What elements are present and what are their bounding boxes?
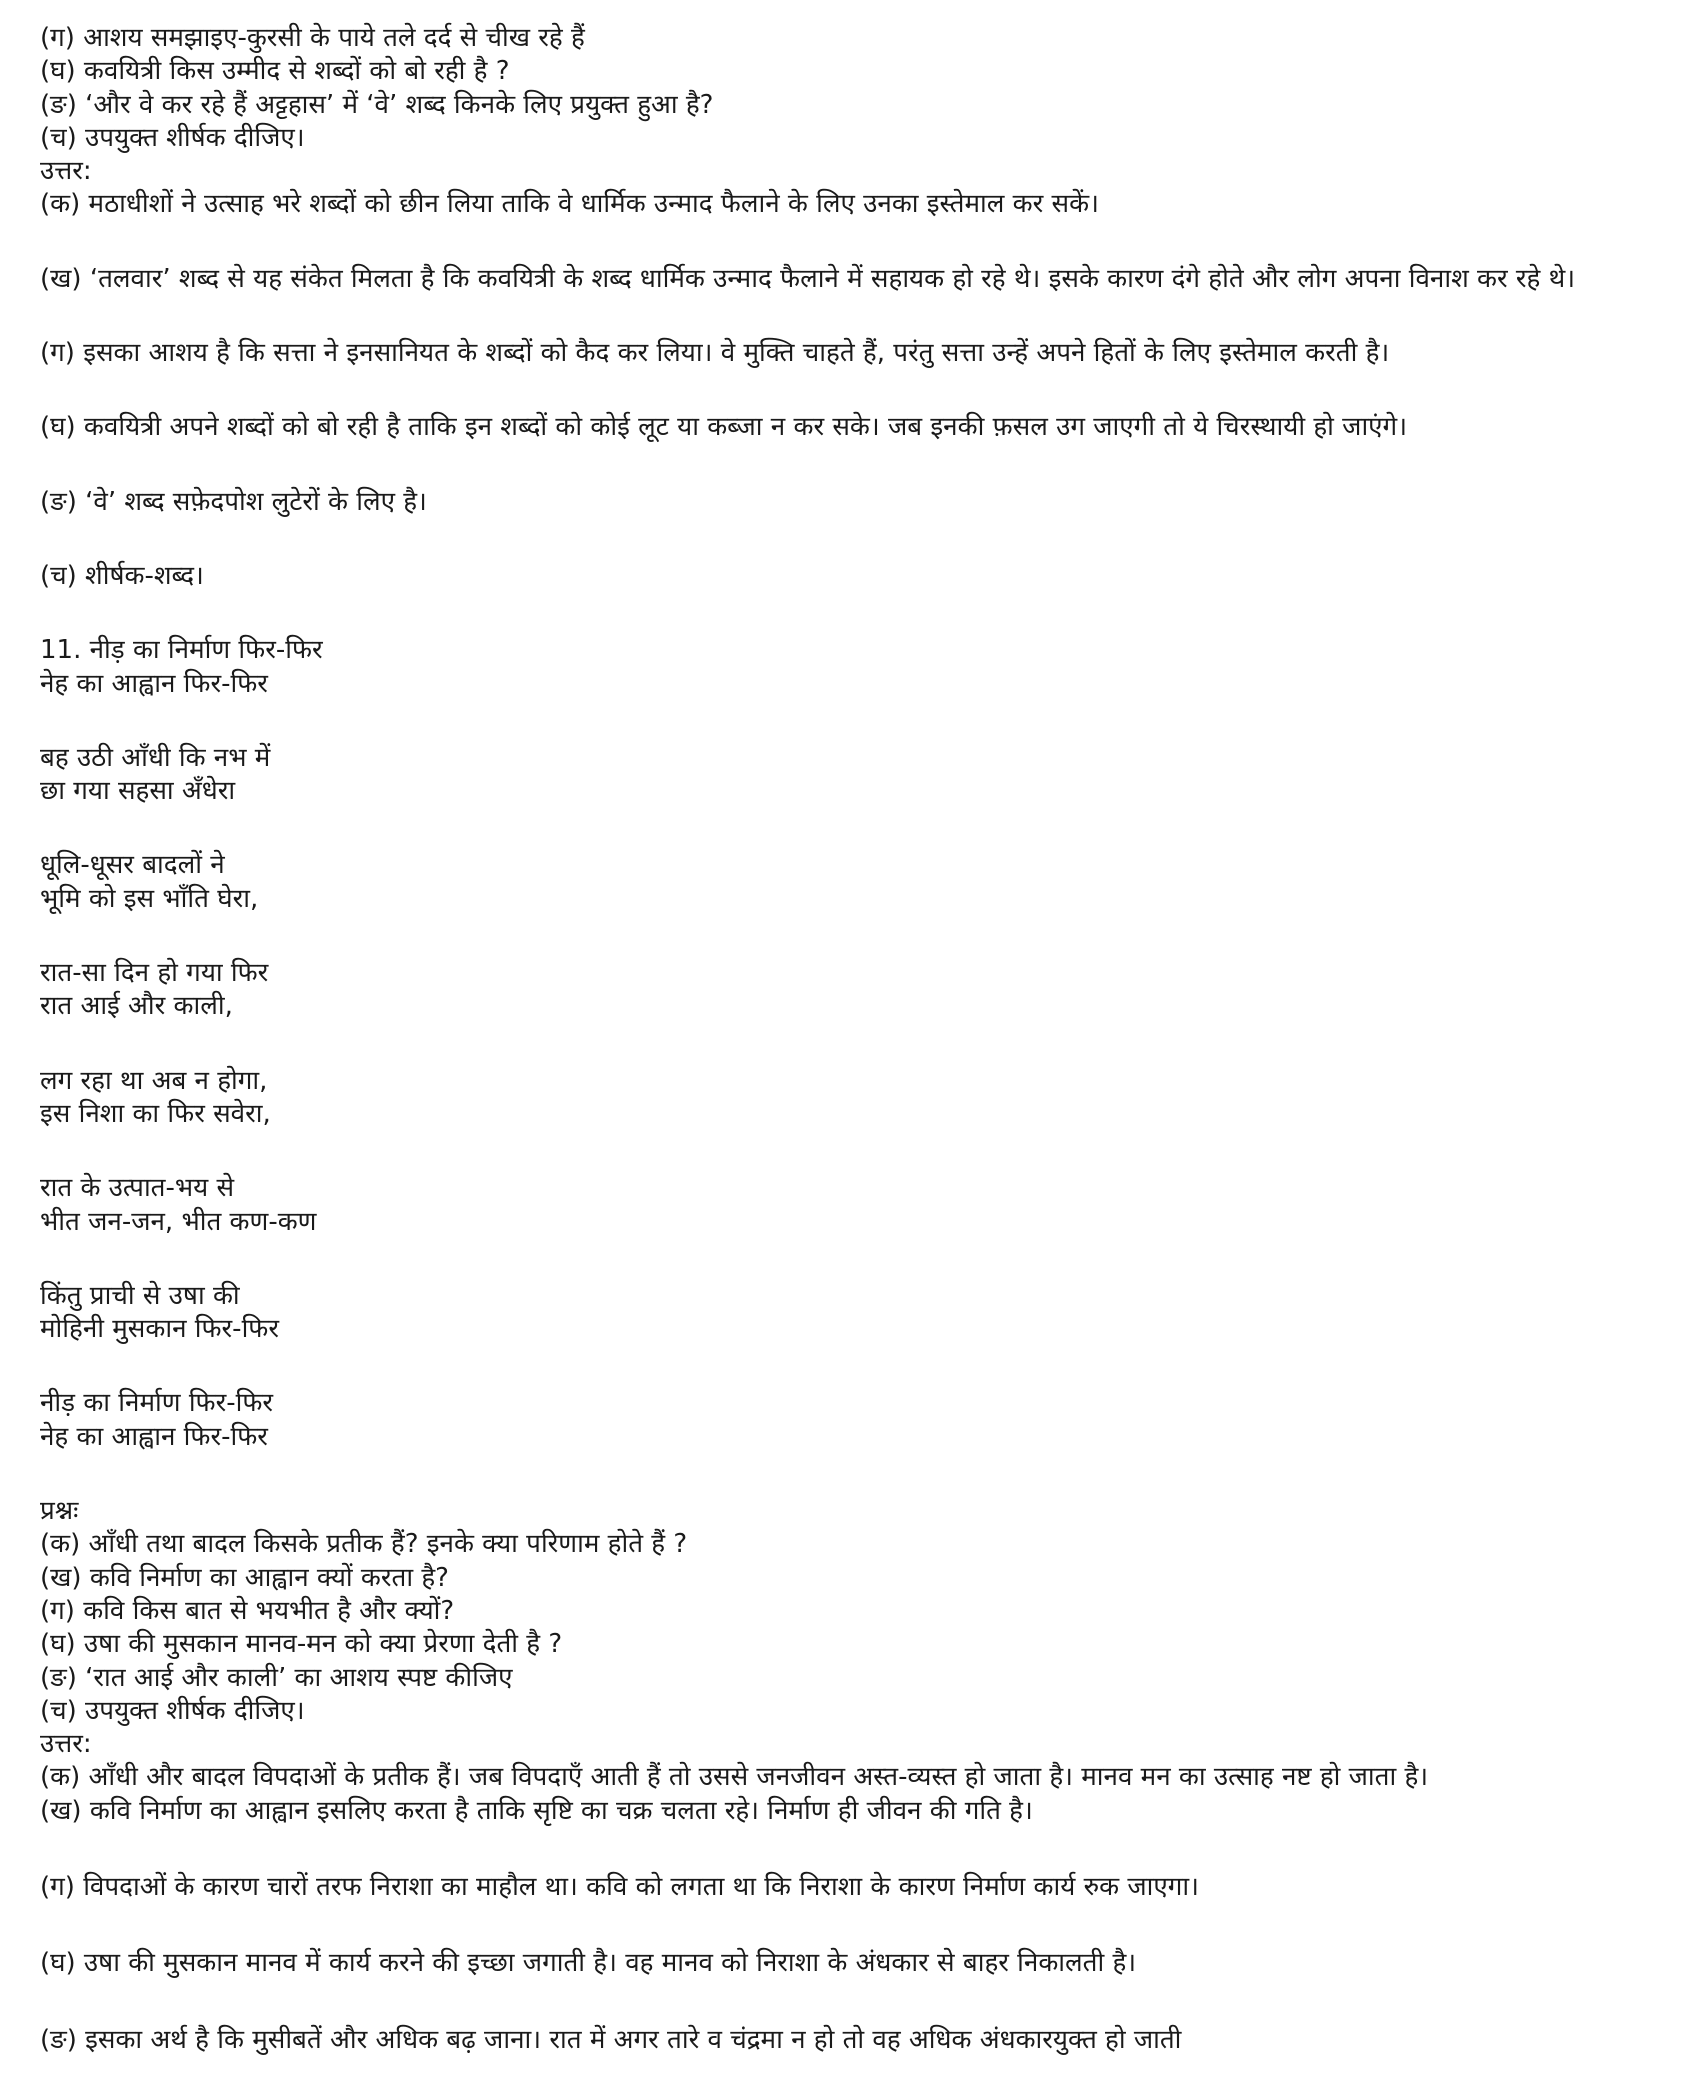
poem-line: 11. नीड़ का निर्माण फिर-फिर: [40, 635, 323, 666]
poem-line: धूलि-धूसर बादलों ने: [40, 850, 225, 881]
poem-line: नीड़ का निर्माण फिर-फिर: [40, 1388, 274, 1419]
document-page: [40, 22, 1680, 2057]
answer-kha: (ख) ‘तलवार’ शब्द से यह संकेत मिलता है कि कवयित्री के शब्द धार्मिक उन्माद फैलाने में सहायक हो रहे थे। इसके कारण दंगे होते और लोग अपना विनाश कर रहे थे।: [40, 263, 1576, 294]
poem-line: नेह का आह्वान फिर-फिर: [40, 1421, 268, 1452]
answer-cha: (च) शीर्षक-शब्द।: [40, 560, 204, 591]
question-nga: (ङ) ‘और वे कर रहे हैं अट्टहास’ में ‘वे’ शब्द किनके लिए प्रयुक्त हुआ है?: [40, 89, 714, 120]
answer-nga: (ङ) इसका अर्थ है कि मुसीबतें और अधिक बढ़ जाना। रात में अगर तारे व चंद्रमा न हो तो वह अधिक अंधकारयुक्त हो जाती: [40, 2024, 1182, 2055]
poem-line: रात के उत्पात-भय से: [40, 1173, 235, 1204]
poem-line: मोहिनी मुसकान फिर-फिर: [40, 1314, 279, 1345]
poem-line: इस निशा का फिर सवेरा,: [40, 1098, 271, 1129]
poem: [40, 634, 1680, 1454]
answer-gha: (घ) कवयित्री अपने शब्दों को बो रही है ताकि इन शब्दों को कोई लूट या कब्जा न कर सके। जब इनकी फ़सल उग जाएगी तो ये चिरस्थायी हो जाएंगे।: [40, 412, 1408, 443]
answer-kha: (ख) कवि निर्माण का आह्वान इसलिए करता है ताकि सृष्टि का चक्र चलता रहे। निर्माण ही जीवन की गति है।: [40, 1795, 1033, 1826]
answer-gha: (घ) उषा की मुसकान मानव में कार्य करने की इच्छा जगाती है। वह मानव को निराशा के अंधकार से बाहर निकालती है।: [40, 1948, 1137, 1979]
answer-ka: (क) आँधी और बादल विपदाओं के प्रतीक हैं। जब विपदाएँ आती हैं तो उससे जनजीवन अस्त-व्यस्त हो जाता है। मानव मन का उत्साह नष्ट हो जाता है।: [40, 1762, 1429, 1793]
section2-answers: [40, 1761, 1680, 2056]
poem-line: किंतु प्राची से उषा की: [40, 1280, 240, 1311]
poem-line: भूमि को इस भाँति घेरा,: [40, 883, 259, 914]
question-cha: (च) उपयुक्त शीर्षक दीजिए।: [40, 122, 305, 153]
poem-line: बह उठी आँधी कि नभ में: [40, 742, 271, 773]
question-ga: (ग) आशय समझाइए-कुरसी के पाये तले दर्द से चीख रहे हैं: [40, 23, 585, 53]
poem-line: भीत जन-जन, भीत कण-कण: [40, 1206, 317, 1237]
answer-label: उत्तर:: [40, 1729, 92, 1760]
poem-line: लग रहा था अब न होगा,: [40, 1065, 268, 1096]
question-ka: (क) आँधी तथा बादल किसके प्रतीक हैं? इनके क्या परिणाम होते हैं ?: [40, 1529, 688, 1560]
question-ga: (ग) कवि किस बात से भयभीत है और क्यों?: [40, 1595, 455, 1626]
section1-answers: [40, 188, 1680, 593]
answer-ga: (ग) विपदाओं के कारण चारों तरफ निराशा का माहौल था। कवि को लगता था कि निराशा के कारण निर्माण कार्य रुक जाएगा।: [40, 1871, 1200, 1902]
poem-line: रात आई और काली,: [40, 991, 233, 1022]
question-gha: (घ) उषा की मुसकान मानव-मन को क्या प्रेरणा देती है ?: [40, 1629, 563, 1660]
poem-line: रात-सा दिन हो गया फिर: [40, 958, 269, 989]
question-cha: (च) उपयुक्त शीर्षक दीजिए।: [40, 1695, 305, 1726]
answer-ka: (क) मठाधीशों ने उत्साह भरे शब्दों को छीन लिया ताकि वे धार्मिक उन्माद फैलाने के लिए उनका इस्तेमाल कर सकें।: [40, 189, 1099, 220]
poem-line: नेह का आह्वान फिर-फिर: [40, 668, 268, 699]
answer-nga: (ङ) ‘वे’ शब्द सफ़ेदपोश लुटेरों के लिए है।: [40, 486, 427, 517]
question-nga: (ङ) ‘रात आई और काली’ का आशय स्पष्ट कीजिए: [40, 1662, 513, 1693]
question-label: प्रश्नः: [40, 1496, 79, 1527]
answer-label: उत्तर:: [40, 156, 92, 187]
question-kha: (ख) कवि निर्माण का आह्वान क्यों करता है?: [40, 1562, 449, 1593]
answer-ga: (ग) इसका आशय है कि सत्ता ने इनसानियत के शब्दों को कैद कर लिया। वे मुक्ति चाहते हैं, परंतु सत्ता उन्हें अपने हितों के लिए इस्तेमाल करती है।: [40, 338, 1390, 369]
section1-questions: [40, 22, 1680, 155]
section2-questions: [40, 1528, 1680, 1728]
question-gha: (घ) कवयित्री किस उम्मीद से शब्दों को बो रही है ?: [40, 56, 510, 87]
poem-line: छा गया सहसा अँधेरा: [40, 776, 236, 807]
